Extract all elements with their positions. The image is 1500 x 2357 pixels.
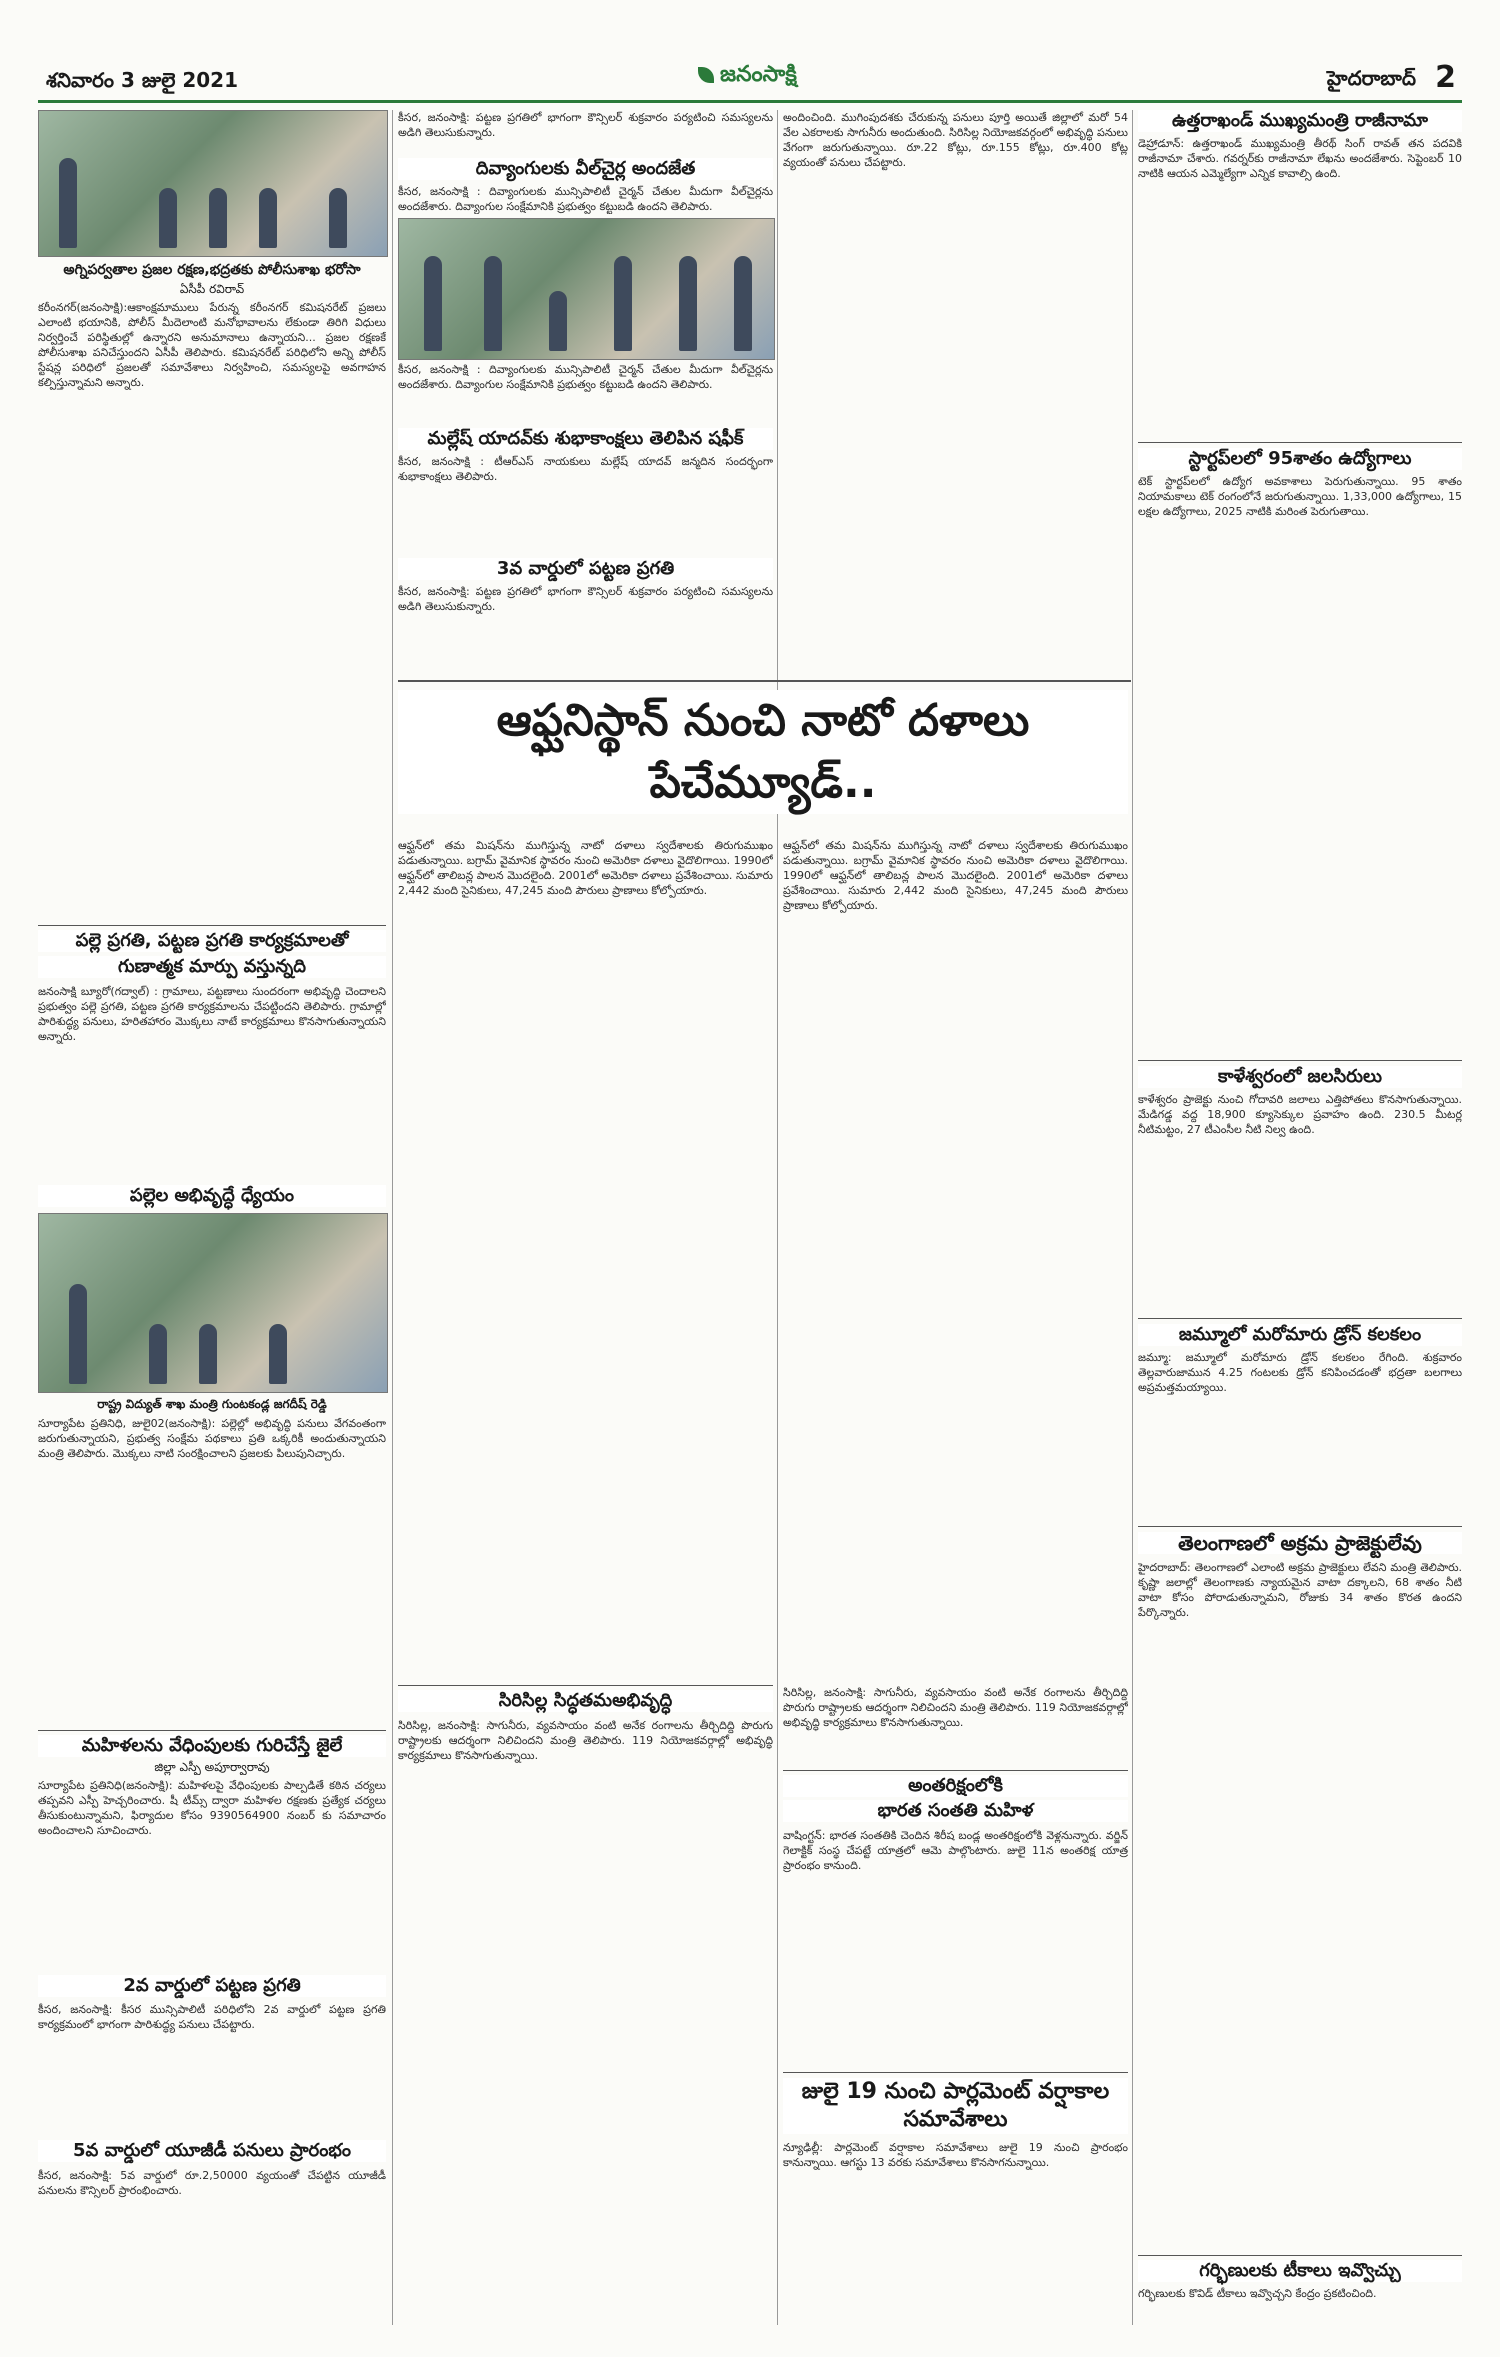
figure-shape: [159, 188, 177, 248]
figure-shape: [549, 291, 567, 351]
jammu-body: జమ్మూ: జమ్మూలో మరోమారు డ్రోన్ కలకలం రేగింది. శుక్రవారం తెల్లవారుజామున 4.25 గంటలకు డ్రోన్ కనిపించడంతో భద్రతా బలగాలు అప్రమత్తమయ్యాయి.: [1138, 1351, 1462, 1394]
leaf-icon: [698, 67, 714, 83]
column-divider: [777, 110, 778, 2325]
figure-shape: [734, 256, 752, 351]
disabled-more: కీసర, జనంసాక్షి : దివ్యాంగులకు మున్సిపాలిటీ చైర్మన్ చేతుల మీదుగా వీల్‌చైర్లను అందజేశారు. దివ్యాంగుల సంక్షేమానికి ప్రభుత్వం కట్టుబడి ఉందని తెలిపారు.: [398, 363, 773, 391]
parliament-body: న్యూఢిల్లీ: పార్లమెంట్ వర్షాకాల సమావేశాలు జులై 19 నుంచి ప్రారంభం కానున్నాయి. ఆగస్టు 13 వరకు సమావేశాలు కొనసాగనున్నాయి.: [783, 2141, 1128, 2169]
divider: [783, 1770, 1128, 1771]
space-body: వాషింగ్టన్: భారత సంతతికి చెందిన శిరీష బండ్ల అంతరిక్షంలోకి వెళ్లనున్నారు. వర్జిన్ గెలాక్టిక్ సంస్థ చేపట్టే యాత్రలో ఆమె పాల్గొంటారు. జులై 11న అంతరిక్ష యాత్ర ప్రారంభం కానుంది.: [783, 1829, 1128, 1872]
minister-caption: రాష్ట్ర విద్యుత్ శాఖ మంత్రి గుంటకండ్ల జగదీష్ రెడ్డి: [97, 1397, 327, 1411]
ward5-body: కీసర, జనంసాక్షి: 5వ వార్డులో రూ.2,50000 వ్యయంతో చేపట్టిన యూజీడీ పనులను కౌన్సిలర్ ప్రారంభించారు.: [38, 2169, 386, 2197]
ward3-title: 3వ వార్డులో పట్టణ ప్రగతి: [398, 558, 773, 580]
ward3-body: కీసర, జనంసాక్షి: పట్టణ ప్రగతిలో భాగంగా కౌన్సిలర్ శుక్రవారం పర్యటించి సమస్యలను అడిగి తెలుసుకున్నారు.: [398, 585, 773, 613]
divider: [1138, 2255, 1462, 2256]
afghan-headline: ఆఫ్ఘనిస్థాన్ నుంచి నాటో దళాలు పేచేమ్యూడ్..: [398, 690, 1128, 814]
column-4: [1138, 110, 1462, 2327]
sircilla-continued: సిరిసిల్ల, జనంసాక్షి: సాగునీరు, వ్యవసాయం వంటి అనేక రంగాలను తీర్చిదిద్ది పొరుగు రాష్ట్రాలకు ఆదర్శంగా నిలిచిందని మంత్రి తెలిపారు. 119 నియోజకవర్గాల్లో అభివృద్ధి కార్యక్రమాలు కొనసాగుతున్నాయి.: [783, 1686, 1128, 1729]
yadav-title: మల్లేష్ యాదవ్‌కు శుభాకాంక్షలు తెలిపిన షఫీక్: [398, 428, 773, 450]
ward5-title: 5వ వార్డులో యూజీడీ పనులు ప్రారంభం: [38, 2140, 386, 2162]
figure-shape: [269, 1324, 287, 1384]
masthead: [38, 60, 1462, 103]
figure-shape: [69, 1284, 87, 1384]
issue-date: శనివారం 3 జులై 2021: [46, 68, 239, 92]
paper-logo: జనంసాక్షి: [698, 62, 797, 92]
yadav-body: కీసర, జనంసాక్షి : టీఆర్ఎస్ నాయకులు మల్లేష్ యాదవ్ జన్మదిన సందర్భంగా శుభాకాంక్షలు తెలిపారు.: [398, 455, 773, 483]
vaccine-body: గర్భిణులకు కొవిడ్ టీకాలు ఇవ్వొచ్చని కేంద్రం ప్రకటించింది.: [1138, 2287, 1377, 2300]
uttarakhand-title: ఉత్తరాఖండ్ ముఖ్యమంత్రి రాజీనామా: [1138, 110, 1462, 132]
police-photo: [38, 110, 388, 257]
figure-shape: [59, 158, 77, 248]
minister-photo: [38, 1213, 388, 1393]
village-body: జనంసాక్షి బ్యూరో(గద్వాల్) : గ్రామాలు, పట్టణాలు సుందరంగా అభివృద్ధి చెందాలని ప్రభుత్వం పల్లె ప్రగతి, పట్టణ ప్రగతి కార్యక్రమాలను చేపట్టిందని తెలిపారు. గ్రామాల్లో పారిశుద్ధ్య పనులు, హరితహారం మొక్కలు నాటే కార్యక్రమాలు కొనసాగుతున్నాయని అన్నారు.: [38, 985, 386, 1043]
figure-shape: [329, 188, 347, 248]
women-title: మహిళలను వేధింపులకు గురిచేస్తే జైలే: [38, 1735, 386, 1757]
divider: [1138, 442, 1462, 443]
ward2-title: 2వ వార్డులో పట్టణ ప్రగతి: [38, 1975, 386, 1997]
ward-continued-text: కీసర, జనంసాక్షి: పట్టణ ప్రగతిలో భాగంగా కౌన్సిలర్ శుక్రవారం పర్యటించి సమస్యలను అడిగి తెలుసుకున్నారు.: [398, 111, 773, 139]
figure-shape: [614, 256, 632, 351]
column-1: [38, 110, 388, 2327]
police-body: కరీంనగర్(జనంసాక్షి):ఆకాంక్షమాములు పేరున్న కరీంనగర్ కమిషనరేట్ ప్రజలు ఎలాంటి భయానికి, పోలీస్ మీదెలాంటి మనోభావాలను లేకుండా తిరిగి విధులు నిర్వర్తించే పరిస్థితుల్లో ఉన్నారని అనుమానాలు ఉన్నాయని... ప్రజల రక్షణకే పోలీసుశాఖ పనిచేస్తుందని ఏసీపీ తెలిపారు. కమిషనరేట్ పరిధిలోని అన్ని పోలీస్ స్టేషన్ల పరిధిలో ప్రజలతో సమావేశాలు నిర్వహించి, సమస్యలపై అవగాహన కల్పిస్తున్నామని అన్నారు.: [38, 301, 386, 389]
divider: [1138, 1318, 1462, 1319]
minister-body: సూర్యాపేట ప్రతినిధి, జులై02(జనంసాక్షి): పల్లెల్లో అభివృద్ధి పనులు వేగవంతంగా జరుగుతున్నాయని, ప్రభుత్వ సంక్షేమ పథకాలు ప్రతి ఒక్కరికీ అందుతున్నాయని మంత్రి తెలిపారు. మొక్కలు నాటి సంరక్షించాలని ప్రజలకు పిలుపునిచ్చారు.: [38, 1417, 386, 1460]
divider: [1138, 1060, 1462, 1061]
divider: [1138, 1526, 1462, 1527]
afghan-continued: ఆఫ్ఘన్‌లో తమ మిషన్‌ను ముగిస్తున్న నాటో దళాలు స్వదేశాలకు తిరుగుముఖం పడుతున్నాయి. బగ్రామ్ వైమానిక స్థావరం నుంచి అమెరికా దళాలు వైదొలిగాయి. 1990లో ఆఫ్ఘన్‌లో తాలిబన్ల పాలన మొదలైంది. 2001లో అమెరికా దళాలు ప్రవేశించాయి. సుమారు 2,442 మంది సైనికులు, 47,245 మంది పౌరులు ప్రాణాలు కోల్పోయారు.: [783, 839, 1128, 912]
sircilla-title: సిరిసిల్ల సిద్ధతమఅభివృద్ధి: [398, 1690, 773, 1712]
jobs-title: స్టార్టప్‌లలో 95శాతం ఉద్యోగాలు: [1138, 448, 1462, 470]
column-3: [783, 110, 1128, 2327]
villagedev-title: పల్లెల అభివృద్ధే ధ్యేయం: [38, 1185, 386, 1207]
sircilla-body: సిరిసిల్ల, జనంసాక్షి: సాగునీరు, వ్యవసాయం వంటి అనేక రంగాలను తీర్చిదిద్ది పొరుగు రాష్ట్రాలకు ఆదర్శంగా నిలిచిందని మంత్రి తెలిపారు. 119 నియోజకవర్గాల్లో అభివృద్ధి కార్యక్రమాలు కొనసాగుతున్నాయి.: [398, 1719, 773, 1762]
divider: [38, 925, 386, 926]
women-byline: జిల్లా ఎస్పీ అపూర్వారావు: [154, 1760, 270, 1774]
divider: [38, 1730, 386, 1731]
figure-shape: [424, 256, 442, 351]
page-number: 2: [1435, 60, 1456, 95]
kaleshwaram-body: కాళేశ్వరం ప్రాజెక్టు నుంచి గోదావరి జలాలు ఎత్తిపోతలు కొనసాగుతున్నాయి. మేడిగడ్డ వద్ద 18,900 క్యూసెక్కుల ప్రవాహం ఉంది. 230.5 మీటర్ల నీటిమట్టం, 27 టీఎంసీల నీటి నిల్వ ఉంది.: [1138, 1093, 1462, 1136]
column-divider: [392, 110, 393, 2325]
uttarakhand-body: డెహ్రాడూన్: ఉత్తరాఖండ్ ముఖ్యమంత్రి తీరథ్ సింగ్ రావత్ తన పదవికి రాజీనామా చేశారు. గవర్నర్‌కు రాజీనామా లేఖను అందజేశారు. సెప్టెంబర్ 10 నాటికి ఆయన ఎమ్మెల్యేగా ఎన్నిక కావాల్సి ఉంది.: [1138, 137, 1462, 180]
village-title: పల్లె ప్రగతి, పట్టణ ప్రగతి కార్యక్రమాలతో: [38, 930, 386, 952]
edition-city: హైదరాబాద్: [1326, 66, 1416, 90]
tribal-body: అందించింది. ముగింపుదశకు చేరుకున్న పనులు పూర్తి అయితే జిల్లాలో మరో 54 వేల ఎకరాలకు సాగునీరు అందుతుంది. సిరిసిల్ల నియోజకవర్గంలో అభివృద్ధి పనులు వేగంగా జరుగుతున్నాయి. రూ.22 కోట్లు, రూ.155 కోట్లు, రూ.400 కోట్ల వ్యయంతో పనులు చేపట్టారు.: [783, 111, 1128, 169]
figure-shape: [209, 188, 227, 248]
police-caption: అగ్నిపర్వతాల ప్రజల రక్షణ,భద్రతకు పోలీసుశాఖ భరోసా: [63, 262, 361, 278]
wheelchair-photo: [398, 218, 775, 360]
police-byline: ఏసీపీ రవిరావ్: [179, 282, 245, 296]
jobs-body: టెక్ స్టార్టప్‌లలో ఉద్యోగ అవకాశాలు పెరుగుతున్నాయి. 95 శాతం నియామకాలు టెక్ రంగంలోనే జరుగుతున్నాయి. 1,33,000 ఉద్యోగాలు, 15 లక్షల ఉద్యోగాలు, 2025 నాటికి మరింత పెరుగుతాయి.: [1138, 475, 1462, 518]
figure-shape: [149, 1324, 167, 1384]
column-divider: [1132, 110, 1133, 2325]
disabled-body: కీసర, జనంసాక్షి : దివ్యాంగులకు మున్సిపాలిటీ చైర్మన్ చేతుల మీదుగా వీల్‌చైర్లను అందజేశారు. దివ్యాంగుల సంక్షేమానికి ప్రభుత్వం కట్టుబడి ఉందని తెలిపారు.: [398, 185, 773, 213]
figure-shape: [259, 188, 277, 248]
figure-shape: [679, 256, 697, 351]
vaccine-title: గర్భిణులకు టీకాలు ఇవ్వొచ్చు: [1138, 2260, 1462, 2282]
figure-shape: [199, 1324, 217, 1384]
illegal-title: తెలంగాణలో అక్రమ ప్రాజెక్టులేవు: [1138, 1532, 1462, 1554]
figure-shape: [484, 256, 502, 351]
parliament-title: జులై 19 నుంచి పార్లమెంట్ వర్షాకాల సమావేశాలు: [783, 2078, 1128, 2134]
space-subtitle: భారత సంతతి మహిళ: [783, 1800, 1128, 1822]
village-subtitle: గుణాత్మక మార్పు వస్తున్నది: [38, 956, 386, 978]
divider: [783, 2072, 1128, 2073]
disabled-title: దివ్యాంగులకు వీల్‌చైర్ల అందజేత: [398, 158, 773, 180]
ward2-body: కీసర, జనంసాక్షి: కీసర మున్సిపాలిటీ పరిధిలోని 2వ వార్డులో పట్టణ ప్రగతి కార్యక్రమంలో భాగంగా పారిశుద్ధ్య పనులు చేపట్టారు.: [38, 2003, 386, 2031]
divider: [398, 1685, 773, 1686]
jammu-title: జమ్మూలో మరోమారు డ్రోన్ కలకలం: [1138, 1324, 1462, 1346]
space-title: అంతరిక్షంలోకి: [783, 1775, 1128, 1797]
illegal-body: హైదరాబాద్: తెలంగాణలో ఎలాంటి అక్రమ ప్రాజెక్టులు లేవని మంత్రి తెలిపారు. కృష్ణా జలాల్లో తెలంగాణకు న్యాయమైన వాటా దక్కాలని, 68 శాతం నీటి వాటా కోసం పోరాడుతున్నామని, రోజుకు 34 శాతం కొరత ఉందని పేర్కొన్నారు.: [1138, 1561, 1462, 1619]
kaleshwaram-title: కాళేశ్వరంలో జలసిరులు: [1138, 1066, 1462, 1088]
women-body: సూర్యాపేట ప్రతినిధి(జనంసాక్షి): మహిళలపై వేధింపులకు పాల్పడితే కఠిన చర్యలు తప్పవని ఎస్పీ హెచ్చరించారు. షీ టీమ్స్ ద్వారా మహిళల రక్షణకు ప్రత్యేక చర్యలు తీసుకుంటున్నామని, ఫిర్యాదుల కోసం 9390564900 నంబర్ కు సమాచారం అందించాలని సూచించారు.: [38, 1779, 386, 1837]
afghan-body: ఆఫ్ఘన్‌లో తమ మిషన్‌ను ముగిస్తున్న నాటో దళాలు స్వదేశాలకు తిరుగుముఖం పడుతున్నాయి. బగ్రామ్ వైమానిక స్థావరం నుంచి అమెరికా దళాలు వైదొలిగాయి. 1990లో ఆఫ్ఘన్‌లో తాలిబన్ల పాలన మొదలైంది. 2001లో అమెరికా దళాలు ప్రవేశించాయి. సుమారు 2,442 మంది సైనికులు, 47,245 మంది పౌరులు ప్రాణాలు కోల్పోయారు.: [398, 839, 773, 897]
